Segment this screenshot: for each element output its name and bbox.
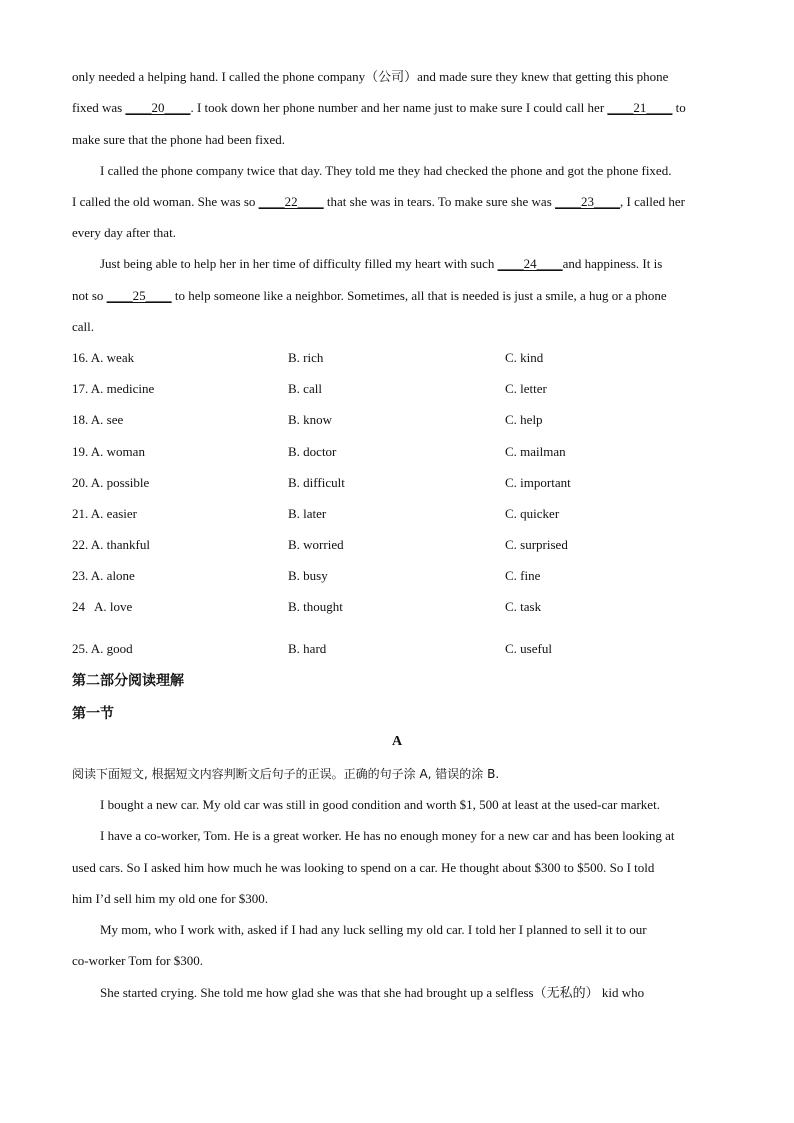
reading-line: She started crying. She told me how glad she was that she had brought up a selfless（无私的） kid who: [100, 985, 645, 1000]
option-b: B. know: [288, 412, 333, 427]
passage-line: make sure that the phone had been fixed.: [72, 132, 285, 147]
reading-line: used cars. So I asked him how much he was looking to spend on a car. He thought about $300 to $500. So I told: [72, 860, 655, 875]
option-a: 22. A. thankful: [72, 537, 150, 552]
passage-line: only needed a helping hand. I called the phone company（公司）and made sure they knew that getting this phone: [72, 69, 669, 84]
passage-line: fixed was ____20____. I took down her phone number and her name just to make sure I could call her ____21____ to: [72, 100, 686, 115]
reading-line: I have a co-worker, Tom. He is a great worker. He has no enough money for a new car and has been looking at: [100, 828, 675, 843]
reading-line: I bought a new car. My old car was still in good condition and worth $1, 500 at least at the used-car market.: [100, 797, 660, 812]
passage-line: not so ____25____ to help someone like a neighbor. Sometimes, all that is needed is just a smile, a hug or a phone: [72, 288, 667, 303]
passage-line: I called the phone company twice that day. They told me they had checked the phone and got the phone fixed.: [100, 163, 672, 178]
section-heading: 第二部分阅读理解: [72, 673, 184, 689]
option-a: 23. A. alone: [72, 568, 135, 583]
blank-24: ____24____: [497, 256, 563, 271]
option-c: C. letter: [505, 381, 547, 396]
reading-line: co-worker Tom for $300.: [72, 953, 203, 968]
option-b: B. later: [288, 506, 327, 521]
option-a: 25. A. good: [72, 641, 133, 656]
option-c: C. help: [505, 412, 543, 427]
blank-21: ____21____: [607, 100, 673, 115]
option-c: C. useful: [505, 641, 552, 656]
option-b: B. doctor: [288, 444, 337, 459]
option-c: C. task: [505, 599, 542, 614]
passage-title: A: [391, 734, 403, 749]
option-c: C. mailman: [505, 444, 566, 459]
option-a: 20. A. possible: [72, 475, 150, 490]
instruction-text: 阅读下面短文, 根据短文内容判断文后句子的正误。正确的句子涂 A, 错误的涂 B.: [72, 767, 500, 781]
blank-20: ____20____: [125, 100, 191, 115]
option-b: B. difficult: [288, 475, 345, 490]
blank-23: ____23____: [555, 194, 621, 209]
option-c: C. kind: [505, 350, 544, 365]
option-b: B. call: [288, 381, 322, 396]
passage-line: every day after that.: [72, 225, 176, 240]
reading-line: him I’d sell him my old one for $300.: [72, 891, 269, 906]
option-c: C. quicker: [505, 506, 560, 521]
option-b: B. worried: [288, 537, 344, 552]
option-b: B. thought: [288, 599, 343, 614]
option-b: B. hard: [288, 641, 327, 656]
option-a: 21. A. easier: [72, 506, 137, 521]
blank-25: ____25____: [106, 288, 172, 303]
option-a: 16. A. weak: [72, 350, 135, 365]
option-a: 18. A. see: [72, 412, 124, 427]
subsection-heading: 第一节: [72, 706, 114, 722]
option-a: 17. A. medicine: [72, 381, 155, 396]
option-a: 24 A. love: [72, 599, 133, 614]
option-c: C. surprised: [505, 537, 568, 552]
blank-22: ____22____: [258, 194, 324, 209]
option-a: 19. A. woman: [72, 444, 145, 459]
passage-line: I called the old woman. She was so ____22____ that she was in tears. To make sure she was ____23____, I called her: [72, 194, 685, 209]
option-c: C. important: [505, 475, 571, 490]
option-b: B. busy: [288, 568, 328, 583]
option-c: C. fine: [505, 568, 541, 583]
reading-line: My mom, who I work with, asked if I had any luck selling my old car. I told her I planned to sell it to our: [100, 922, 647, 937]
passage-line: Just being able to help her in her time of difficulty filled my heart with such ____24____and happiness. It is: [100, 256, 663, 271]
passage-line: call.: [72, 319, 95, 334]
option-b: B. rich: [288, 350, 324, 365]
